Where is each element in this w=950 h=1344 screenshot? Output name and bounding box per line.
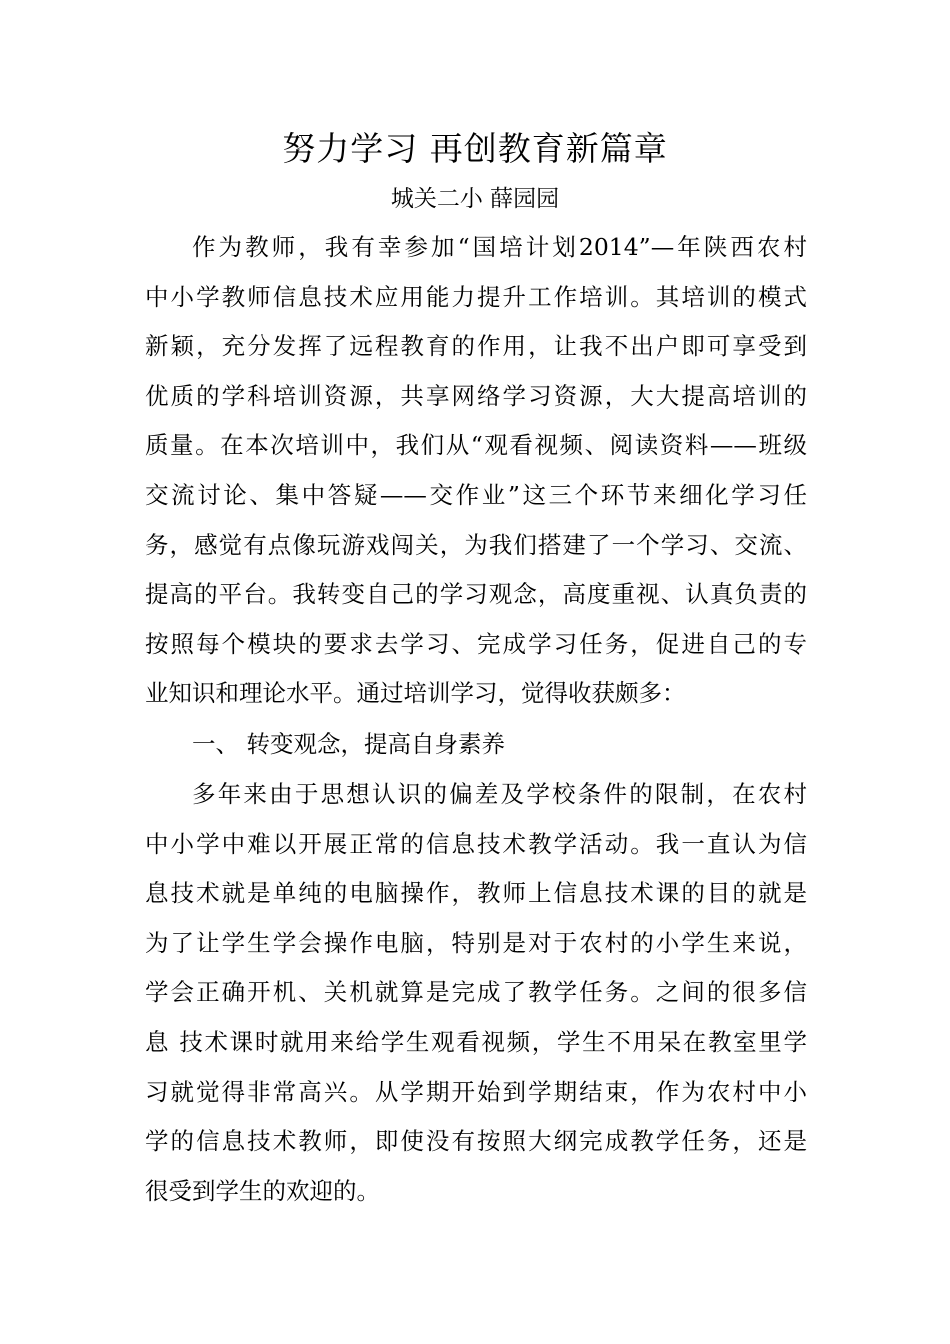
paragraph-line: 为了让学生学会操作电脑，特别是对于农村的小学生来说， — [145, 928, 807, 957]
section-heading — [145, 720, 807, 770]
paragraph-line: 质量。在本次培训中，我们从“观看视频、阅读资料——班级 — [145, 431, 807, 460]
paragraph-line: 优质的学科培训资源，共享网络学习资源，大大提高培训的 — [145, 381, 807, 410]
document-author: 城关二小 薛园园 — [390, 186, 560, 212]
paragraph-line: 很受到学生的欢迎的。 — [145, 1176, 380, 1205]
paragraph-line: 习就觉得非常高兴。从学期开始到学期结束，作为农村中小 — [145, 1077, 807, 1106]
paragraph-line: 务，感觉有点像玩游戏闯关，为我们搭建了一个学习、交流、 — [145, 530, 807, 559]
paragraph-line: 新颖，充分发挥了远程教育的作用，让我不出户即可享受到 — [145, 332, 807, 361]
paragraph-2 — [145, 770, 807, 1216]
paragraph-line: 业知识和理论水平。通过培训学习，觉得收获颇多： — [145, 679, 686, 708]
paragraph-line: 中小学教师信息技术应用能力提升工作培训。其培训的模式 — [145, 282, 807, 311]
paragraph-line: 作为教师，我有幸参加“国培计划2014”—年陕西农村 — [192, 233, 807, 261]
document-title: 努力学习 再创教育新篇章 — [282, 129, 668, 168]
paragraph-line: 提高的平台。我转变自己的学习观念，高度重视、认真负责的 — [145, 580, 807, 609]
paragraph-line: 多年来由于思想认识的偏差及学校条件的限制，在农村 — [192, 780, 807, 808]
paragraph-line: 息技术就是单纯的电脑操作，教师上信息技术课的目的就是 — [145, 879, 807, 908]
paragraph-line: 按照每个模块的要求去学习、完成学习任务，促进自己的专 — [145, 629, 807, 658]
paragraph-line: 学会正确开机、关机就算是完成了教学任务。之间的很多信 — [145, 978, 807, 1007]
paragraph-line: 交流讨论、集中答疑——交作业”这三个环节来细化学习任 — [145, 480, 807, 509]
paragraph-line: 息 技术课时就用来给学生观看视频，学生不用呆在教室里学 — [145, 1027, 807, 1056]
section-heading-text: 一、 转变观念，提高自身素养 — [192, 730, 505, 758]
paragraph-1 — [145, 223, 807, 719]
paragraph-line: 中小学中难以开展正常的信息技术教学活动。我一直认为信 — [145, 829, 807, 858]
paragraph-line: 学的信息技术教师，即使没有按照大纲完成教学任务，还是 — [145, 1127, 807, 1156]
